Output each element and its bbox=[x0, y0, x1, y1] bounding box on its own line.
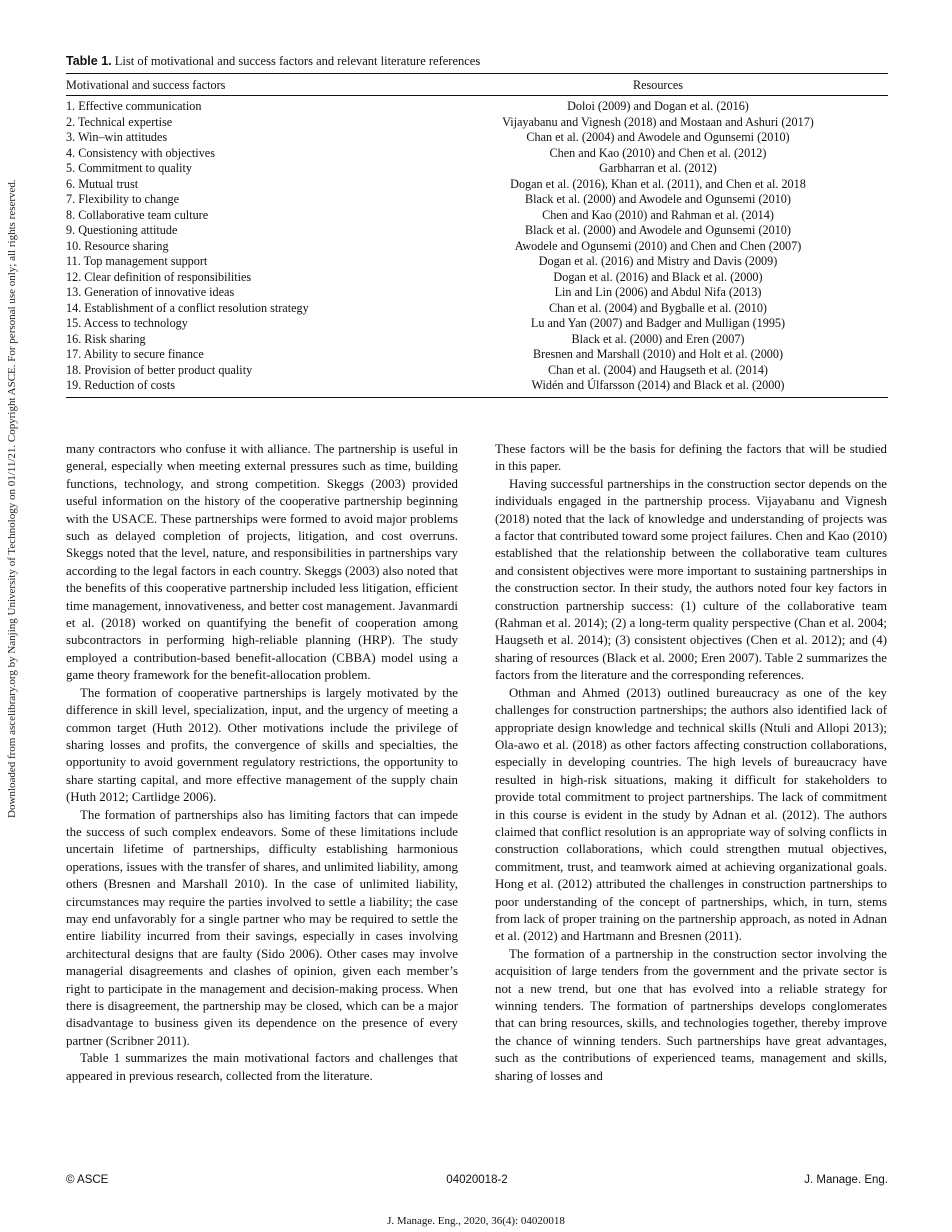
factor-cell: 5. Commitment to quality bbox=[66, 161, 192, 175]
factor-cell: 17. Ability to secure finance bbox=[66, 347, 204, 361]
table-row bbox=[66, 130, 888, 146]
factors-table bbox=[66, 73, 888, 398]
resources-cell bbox=[426, 115, 888, 131]
table-row bbox=[66, 223, 888, 239]
resources-text: Dogan et al. (2016), Khan et al. (2011), and Chen et al. 2018 bbox=[510, 176, 806, 191]
resources-cell bbox=[426, 223, 888, 239]
paragraph: Table 1 summarizes the main motivational factors and challenges that appeared in previous research, collected from the literature. bbox=[66, 1051, 458, 1083]
resources-text: Garbharran et al. (2012) bbox=[599, 161, 717, 175]
right-column bbox=[495, 441, 887, 1085]
table-row bbox=[66, 332, 888, 348]
paragraph: The formation of cooperative partnerships is largely motivated by the difference in skill level, specialization, input, and the urgency of meeting a common target (Huth 2012). Other motivations include the privilege of sharing losses and profits, the convergence of skills and specialties, the opportunity to avoid government regulatory restrictions, the opportunity to share starting capital, and more effective management of the supply chain (Huth 2012; Cartlidge 2006). bbox=[66, 685, 458, 805]
table-row bbox=[66, 254, 888, 270]
resources-cell bbox=[426, 161, 888, 177]
table-row bbox=[66, 146, 888, 162]
table-row bbox=[66, 161, 888, 177]
table-row bbox=[66, 115, 888, 131]
resources-cell bbox=[426, 316, 888, 332]
table-row bbox=[66, 239, 888, 255]
paragraph: Othman and Ahmed (2013) outlined bureaucracy as one of the key challenges for construction partnerships; the authors also identified lack of appropriate design knowledge and technical skills (Ntuli and Allopi 2013); Ola-awo et al. (2018) as other factors affecting construction collaborations, especially in developing countries. The high levels of bureaucracy have resulted in high-risk situations, making it difficult for stakeholders to provide total commitment to project partnerships. The lack of commitment in this course is evident in the study by Adnan et al. (2012). The authors claimed that conflict resolution is an appropriate way of solving conflicts in construction collaborations, which could strengthen mutual objectives, commitment, trust, and teamwork aimed at achieving organizational goals. Hong et al. (2012) attributed the challenges in construction partnerships to poor understanding of the concept of partnerships, which, in turn, stems from lack of proper training on the partnership approach, as noted in Adnan et al. (2012) and Hartmann and Bresnen (2011). bbox=[495, 685, 887, 944]
factor-cell: 13. Generation of innovative ideas bbox=[66, 285, 235, 299]
factor-cell: 8. Collaborative team culture bbox=[66, 207, 209, 222]
table-caption-text: List of motivational and success factors and relevant literature references bbox=[111, 54, 481, 68]
resources-text: Chan et al. (2004) and Awodele and Ogunsemi (2010) bbox=[526, 130, 790, 144]
footer-journal: J. Manage. Eng. bbox=[804, 1174, 888, 1186]
resources-cell bbox=[426, 301, 888, 317]
table-row bbox=[66, 363, 888, 379]
table-1 bbox=[66, 54, 888, 398]
resources-text: Vijayabanu and Vignesh (2018) and Mostaan and Ashuri (2017) bbox=[502, 114, 814, 129]
table-row bbox=[66, 347, 888, 363]
paragraph: Having successful partnerships in the construction sector depends on the individuals engaged in the partnership process. Vijayabanu and Vignesh (2018) noted that the lack of knowledge and understanding of projects was a factor that contributed toward some project failures. Chen and Kao (2010) established that the relationship between the collaborative team cultures and consistent objectives were more important to sustaining partnerships in the construction sector. In their study, the authors noted four key factors in construction partnership success: (1) culture of the collaborative team (Rahman et al. 2014); (2) a long-term quality perspective (Chan et al. 2004; Haugseth et al. 2014); (3) consistent objectives (Chen et al. 2012); and (4) sharing of resources (Black et al. 2000; Eren 2007). Table 2 summarizes the factors from the literature and the corresponding references. bbox=[495, 476, 887, 683]
header-resources bbox=[426, 74, 888, 96]
factor-cell: 2. Technical expertise bbox=[66, 114, 173, 129]
table-caption bbox=[66, 54, 888, 69]
resources-cell bbox=[426, 146, 888, 162]
factor-cell: 12. Clear definition of responsibilities bbox=[66, 269, 252, 284]
resources-cell bbox=[426, 378, 888, 397]
resources-text: Lin and Lin (2006) and Abdul Nifa (2013) bbox=[554, 285, 762, 299]
resources-cell bbox=[426, 285, 888, 301]
factor-cell: 15. Access to technology bbox=[66, 316, 188, 330]
resources-text: Chan et al. (2004) and Bygballe et al. (2010) bbox=[549, 300, 767, 315]
table-row bbox=[66, 285, 888, 301]
resources-cell bbox=[426, 239, 888, 255]
resources-cell bbox=[426, 192, 888, 208]
resources-text: Dogan et al. (2016) and Black et al. (2000) bbox=[553, 269, 763, 284]
paragraph: These factors will be the basis for defining the factors that will be studied in this paper. bbox=[495, 442, 887, 474]
paragraph: The formation of a partnership in the construction sector involving the acquisition of large tenders from the government and the private sector is not a new trend, but one that has evolved into a reliable strategy for winning tenders. The formation of partnerships develops conglomerates that can bring resources, skills, and technologies together, thereby improve the chance of winning tenders. Such partnerships have great advantages, such as the contributions of experienced teams, management and skills, sharing of losses and bbox=[495, 946, 887, 1083]
resources-cell bbox=[426, 363, 888, 379]
table-row bbox=[66, 96, 888, 115]
factor-cell: 9. Questioning attitude bbox=[66, 223, 178, 237]
resources-cell bbox=[426, 332, 888, 348]
header-resources-label: Resources bbox=[632, 78, 684, 92]
resources-text: Black et al. (2000) and Eren (2007) bbox=[571, 331, 745, 346]
journal-citation: J. Manage. Eng., 2020, 36(4): 04020018 bbox=[387, 1215, 565, 1227]
factor-cell: 19. Reduction of costs bbox=[66, 378, 426, 397]
resources-text: Doloi (2009) and Dogan et al. (2016) bbox=[567, 99, 749, 113]
resources-text: Chan et al. (2004) and Haugseth et al. (2014) bbox=[548, 362, 768, 377]
resources-text: Black et al. (2000) and Awodele and Ogunsemi (2010) bbox=[525, 192, 791, 206]
table-row bbox=[66, 192, 888, 208]
factor-cell: 16. Risk sharing bbox=[66, 331, 146, 346]
factor-cell: 7. Flexibility to change bbox=[66, 192, 180, 206]
table-row bbox=[66, 177, 888, 193]
page-footer bbox=[66, 1174, 888, 1190]
header-factors: Motivational and success factors bbox=[66, 74, 426, 96]
resources-cell bbox=[426, 177, 888, 193]
footer-page-number: 04020018-2 bbox=[446, 1174, 508, 1186]
footer-copyright: © ASCE bbox=[66, 1174, 109, 1186]
resources-text: Lu and Yan (2007) and Badger and Mulligan (1995) bbox=[530, 316, 786, 330]
table-row bbox=[66, 378, 888, 397]
factor-cell: 1. Effective communication bbox=[66, 99, 202, 113]
factor-cell: 3. Win–win attitudes bbox=[66, 130, 168, 144]
factor-cell: 18. Provision of better product quality bbox=[66, 362, 253, 377]
factor-cell: 11. Top management support bbox=[66, 254, 208, 268]
resources-text: Widén and Úlfarsson (2014) and Black et al. (2000) bbox=[531, 378, 785, 392]
resources-cell bbox=[426, 96, 888, 115]
resources-text: Dogan et al. (2016) and Mistry and Davis (2009) bbox=[538, 254, 778, 268]
resources-cell bbox=[426, 208, 888, 224]
resources-text: Black et al. (2000) and Awodele and Ogunsemi (2010) bbox=[525, 223, 791, 237]
download-notice-text: Downloaded from ascelibrary.org by Nanjing University of Technology on 01/11/21. Copyright ASCE. For personal use only; all rights reserved. bbox=[6, 179, 18, 818]
table-header-row bbox=[66, 74, 888, 96]
factor-cell: 4. Consistency with objectives bbox=[66, 145, 215, 160]
table-row bbox=[66, 208, 888, 224]
resources-text: Chen and Kao (2010) and Rahman et al. (2014) bbox=[542, 207, 774, 222]
factor-cell: 14. Establishment of a conflict resolution strategy bbox=[66, 300, 309, 315]
resources-cell bbox=[426, 254, 888, 270]
resources-cell bbox=[426, 347, 888, 363]
factor-cell: 10. Resource sharing bbox=[66, 238, 169, 253]
table-body bbox=[66, 96, 888, 398]
table-row bbox=[66, 316, 888, 332]
table-row bbox=[66, 270, 888, 286]
table-row bbox=[66, 301, 888, 317]
left-column bbox=[66, 441, 458, 1085]
download-notice bbox=[0, 0, 26, 1232]
factor-cell: 6. Mutual trust bbox=[66, 176, 139, 191]
paragraph: many contractors who confuse it with alliance. The partnership is useful in general, especially when meeting external pressures such as time, building functions, technology, and strong competition. Skeggs (2003) provided useful information on the history of the cooperative partnership beginning with the USACE. These partnerships were formed to avoid major problems such as delayed completion of projects, litigation, and cost overruns. Skeggs noted that the level, nature, and responsibilities in partnerships vary according to the legal factors in each country. Skeggs (2003) also noted that the benefits of this cooperative partnership included less litigation, efficient time management, innovativeness, and better cost management. Javanmardi et al. (2018) worked on quantifying the benefit of cooperation among subcontractors in performing high-reliable planning (HRP). The study employed a contribution-based benefit-allocation (CBBA) model using a game theory framework for the benefit-allocation problem. bbox=[66, 442, 458, 683]
resources-cell bbox=[426, 130, 888, 146]
resources-cell bbox=[426, 270, 888, 286]
table-caption-label: Table 1. bbox=[66, 54, 112, 68]
paragraph: The formation of partnerships also has limiting factors that can impede the success of such complex endeavors. Some of these limitations include uncertain lifetime of partnerships, difficulty establishing harmonious operations, issues with the transfer of shares, and unlimited liability, among others (Bresnen and Marshall 2010). In the case of unlimited liability, circumstances may require the parties involved to settle a liability; the case may end unfavorably for a single partner who may be required to settle the entire liability incurred from their savings, especially in cases involving architectural designs that are faulty (Sido 2006). Other cases may involve managerial disagreements and clashes of opinion, given each member’s right to participate in the management and decision-making process. When there is disagreement, the partnership may be closed, which can be a major disadvantage to business given its dependence on the presence of every partner (Scribner 2011). bbox=[66, 807, 458, 1048]
resources-text: Chen and Kao (2010) and Chen et al. (2012) bbox=[549, 145, 767, 160]
resources-text: Bresnen and Marshall (2010) and Holt et al. (2000) bbox=[532, 347, 784, 361]
resources-text: Awodele and Ogunsemi (2010) and Chen and Chen (2007) bbox=[514, 238, 802, 253]
